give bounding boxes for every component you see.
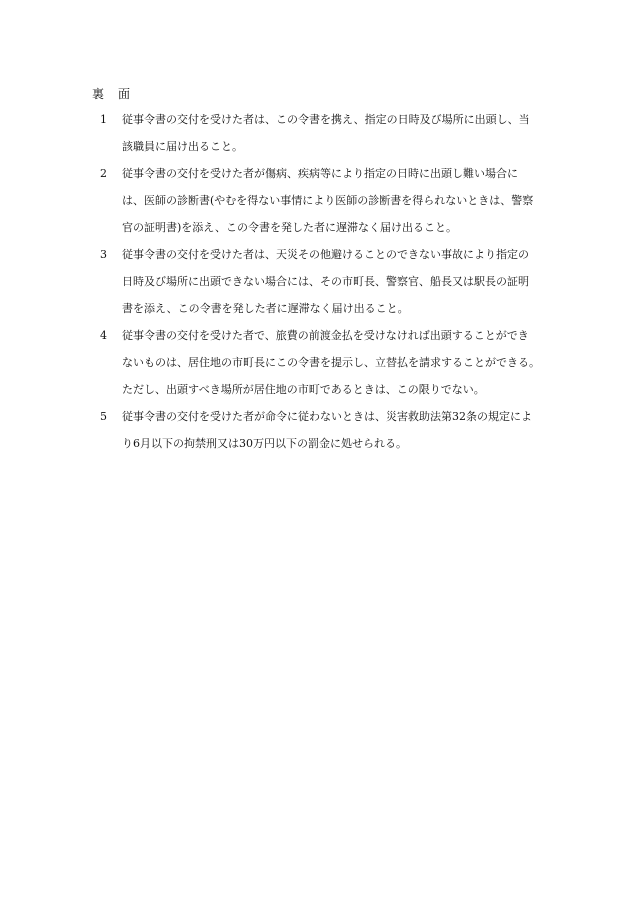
item-text-line: 従事令書の交付を受けた者が命令に従わないときは、災害救助法第32条の規定によ bbox=[122, 410, 532, 423]
item-text-line: 従事令書の交付を受けた者は、この令書を携え、指定の日時及び場所に出頭し、当 bbox=[122, 113, 530, 126]
item-number: 2 bbox=[100, 167, 107, 180]
notice-item-3 bbox=[94, 241, 554, 322]
item-text-line: 官の証明書)を添え、この令書を発した者に遅滞なく届け出ること。 bbox=[122, 221, 457, 234]
item-text-line: 従事令書の交付を受けた者で、旅費の前渡金払を受けなければ出頭することができ bbox=[122, 329, 529, 342]
item-text-line: ただし、出頭すべき場所が居住地の市町であるときは、この限りでない。 bbox=[122, 383, 485, 396]
item-text-line: 該職員に届け出ること。 bbox=[122, 140, 243, 153]
page-heading: 裏 面 bbox=[92, 87, 132, 101]
notice-item-5 bbox=[94, 403, 554, 457]
item-text-line: は、医師の診断書(やむを得ない事情により医師の診断書を得られないときは、警察 bbox=[122, 194, 534, 207]
notice-item-1 bbox=[94, 106, 554, 160]
item-text-line: 書を添え、この令書を発した者に遅滞なく届け出ること。 bbox=[122, 302, 409, 315]
item-text-line: 日時及び場所に出頭できない場合には、その市町長、警察官、船長又は駅長の証明 bbox=[122, 275, 529, 288]
item-number: 4 bbox=[100, 329, 107, 342]
item-number: 1 bbox=[100, 113, 107, 126]
notice-item-2 bbox=[94, 160, 554, 241]
item-number: 3 bbox=[100, 248, 107, 261]
item-text-line: ないものは、居住地の市町長にこの令書を提示し、立替払を請求することができる。 bbox=[122, 356, 540, 369]
item-text-line: 従事令書の交付を受けた者が傷病、疾病等により指定の日時に出頭し難い場合に bbox=[122, 167, 518, 180]
item-text-line: り6月以下の拘禁刑又は30万円以下の罰金に処せられる。 bbox=[122, 437, 407, 450]
item-number: 5 bbox=[100, 410, 107, 423]
item-text-line: 従事令書の交付を受けた者は、天災その他避けることのできない事故により指定の bbox=[122, 248, 529, 261]
notice-item-4 bbox=[94, 322, 554, 403]
notice-list bbox=[94, 106, 554, 457]
